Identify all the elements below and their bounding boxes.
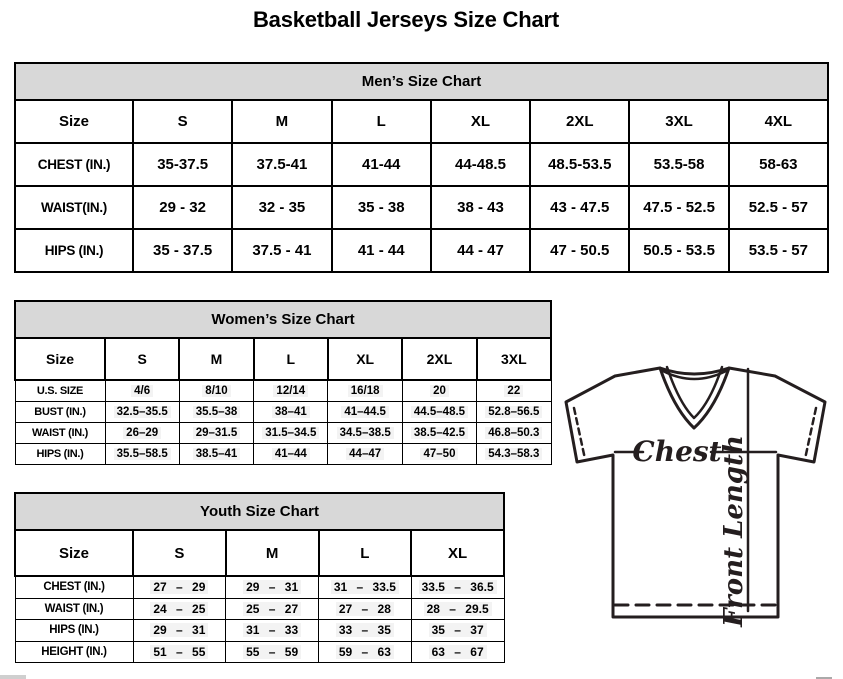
bottom-left-fragment [0, 675, 26, 679]
table-cell [232, 143, 331, 186]
cell-value: 58-63 [759, 156, 798, 173]
youth-size-table [14, 529, 505, 663]
cell-value: 47 - 50.5 [550, 242, 610, 259]
front-length-label: Front Length [719, 435, 749, 627]
table-cell [319, 641, 412, 663]
page-title: Basketball Jerseys Size Chart [252, 7, 560, 32]
table-cell [402, 380, 476, 402]
size-header-cell: M [179, 338, 253, 380]
table-row [15, 229, 828, 272]
size-column-header: Size [15, 338, 105, 380]
cell-value: 51 – 55 [150, 645, 208, 659]
cell-value: 46.8–50.3 [485, 427, 542, 439]
table-cell [133, 598, 226, 620]
cell-value: 34.5–38.5 [337, 427, 394, 439]
cell-value: 35 - 37.5 [153, 242, 213, 259]
cell-value: 31.5–34.5 [262, 427, 319, 439]
row-label: HIPS (IN.) [15, 229, 133, 272]
table-row [15, 186, 828, 229]
cell-value: 47–50 [420, 448, 458, 460]
table-cell [411, 620, 504, 642]
table-cell [411, 641, 504, 663]
cell-value: 44.5–48.5 [411, 406, 468, 418]
cell-value: 25 – 27 [243, 602, 301, 616]
womens-size-chart [14, 300, 552, 465]
table-cell [179, 423, 253, 444]
cell-value: 33 – 35 [336, 623, 394, 637]
size-header-cell: 2XL [402, 338, 476, 380]
table-cell [226, 641, 319, 663]
table-cell [319, 620, 412, 642]
cell-value: 32.5–35.5 [114, 406, 171, 418]
table-cell [431, 229, 530, 272]
table-row [15, 576, 504, 598]
cell-value: 35.5–58.5 [114, 448, 171, 460]
table-cell [105, 402, 179, 423]
cell-value: 48.5-53.5 [548, 156, 612, 173]
cell-value: 38.5–41 [193, 448, 241, 460]
table-cell [105, 380, 179, 402]
table-cell [133, 620, 226, 642]
cell-value: 4/6 [131, 385, 153, 397]
cell-value: 44 - 47 [457, 242, 504, 259]
table-cell [431, 186, 530, 229]
cell-value: 54.3–58.3 [485, 448, 542, 460]
table-cell [530, 186, 629, 229]
table-cell [133, 229, 232, 272]
table-cell [328, 423, 402, 444]
size-header-cell: 3XL [629, 100, 728, 143]
cell-value: 16/18 [348, 385, 383, 397]
table-cell [332, 143, 431, 186]
cell-value: 50.5 - 53.5 [643, 242, 715, 259]
size-header-cell: M [232, 100, 331, 143]
table-cell [328, 402, 402, 423]
jersey-diagram-icon [558, 361, 832, 629]
cell-value: 28 – 29.5 [424, 602, 492, 616]
table-cell [133, 186, 232, 229]
table-row [15, 423, 551, 444]
table-cell [332, 229, 431, 272]
row-label: HEIGHT (IN.) [15, 641, 133, 663]
table-cell [411, 576, 504, 598]
table-row [15, 402, 551, 423]
table-cell [530, 143, 629, 186]
row-label: WAIST (IN.) [15, 423, 105, 444]
size-header-cell: XL [431, 100, 530, 143]
size-header-cell: XL [411, 530, 504, 576]
table-cell [319, 576, 412, 598]
table-cell [179, 380, 253, 402]
table-cell [629, 229, 728, 272]
table-cell [431, 143, 530, 186]
chest-label: Chest [632, 435, 722, 468]
size-header-cell: 3XL [477, 338, 551, 380]
size-header-row [15, 530, 504, 576]
table-cell [477, 444, 551, 465]
cell-value: 52.8–56.5 [485, 406, 542, 418]
cell-value: 29 - 32 [159, 199, 206, 216]
size-column-header: Size [15, 100, 133, 143]
cell-value: 31 – 33.5 [331, 580, 399, 594]
table-cell [254, 380, 328, 402]
row-label: WAIST (IN.) [15, 598, 133, 620]
cell-value: 41-44 [362, 156, 401, 173]
cell-value: 53.5-58 [653, 156, 705, 173]
row-label: WAIST(IN.) [15, 186, 133, 229]
size-column-header: Size [15, 530, 133, 576]
size-header-row [15, 100, 828, 143]
table-cell [328, 444, 402, 465]
table-cell [226, 620, 319, 642]
table-row [15, 641, 504, 663]
table-row [15, 143, 828, 186]
table-cell [232, 186, 331, 229]
cell-value: 27 – 28 [336, 602, 394, 616]
table-row [15, 620, 504, 642]
row-label: U.S. SIZE [15, 380, 105, 402]
table-cell [105, 444, 179, 465]
size-header-cell: L [319, 530, 412, 576]
table-cell [226, 576, 319, 598]
table-cell [254, 423, 328, 444]
size-header-cell: XL [328, 338, 402, 380]
cell-value: 35-37.5 [157, 156, 209, 173]
cell-value: 12/14 [273, 385, 308, 397]
size-header-cell: S [105, 338, 179, 380]
row-label: CHEST (IN.) [15, 143, 133, 186]
cell-value: 38 - 43 [457, 199, 504, 216]
cell-value: 24 – 25 [150, 602, 208, 616]
mens-size-chart [14, 62, 829, 273]
cell-value: 29–31.5 [193, 427, 241, 439]
row-label: BUST (IN.) [15, 402, 105, 423]
size-header-cell: 2XL [530, 100, 629, 143]
table-cell [402, 423, 476, 444]
cell-value: 52.5 - 57 [748, 199, 808, 216]
table-cell [332, 186, 431, 229]
size-header-row [15, 338, 551, 380]
cell-value: 20 [430, 385, 449, 397]
cell-value: 26–29 [123, 427, 161, 439]
table-cell [629, 186, 728, 229]
womens-size-table [14, 337, 552, 465]
table-cell [477, 380, 551, 402]
table-row [15, 380, 551, 402]
size-header-cell: 4XL [729, 100, 828, 143]
table-cell [402, 444, 476, 465]
cell-value: 63 – 67 [429, 645, 487, 659]
size-header-cell: L [254, 338, 328, 380]
cell-value: 44-48.5 [455, 156, 506, 173]
cell-value: 37.5 - 41 [252, 242, 312, 259]
cell-value: 53.5 - 57 [748, 242, 808, 259]
youth-size-chart [14, 492, 505, 663]
table-cell [729, 186, 828, 229]
cell-value: 55 – 59 [243, 645, 301, 659]
table-cell [254, 444, 328, 465]
cell-value: 38.5–42.5 [411, 427, 468, 439]
cell-value: 8/10 [202, 385, 230, 397]
cell-value: 41–44 [272, 448, 310, 460]
cell-value: 33.5 – 36.5 [419, 580, 497, 594]
table-cell [319, 598, 412, 620]
cell-value: 37.5-41 [256, 156, 308, 173]
jersey-measurement-diagram [558, 361, 832, 629]
table-cell [411, 598, 504, 620]
size-header-cell: L [332, 100, 431, 143]
cell-value: 35 – 37 [429, 623, 487, 637]
cell-value: 38–41 [272, 406, 310, 418]
cell-value: 35 - 38 [357, 199, 405, 216]
cell-value: 41–44.5 [341, 406, 389, 418]
table-cell [133, 641, 226, 663]
cell-value: 35.5–38 [193, 406, 241, 418]
table-cell [729, 143, 828, 186]
cell-value: 44–47 [346, 448, 384, 460]
cell-value: 29 – 31 [150, 623, 208, 637]
table-cell [530, 229, 629, 272]
table-cell [105, 423, 179, 444]
table-cell [402, 402, 476, 423]
youth-chart-title: Youth Size Chart [14, 492, 505, 529]
cell-value: 47.5 - 52.5 [643, 199, 715, 216]
cell-value: 27 – 29 [150, 580, 208, 594]
table-cell [629, 143, 728, 186]
cell-value: 43 - 47.5 [550, 199, 610, 216]
table-cell [477, 423, 551, 444]
row-label: HIPS (IN.) [15, 620, 133, 642]
table-cell [477, 402, 551, 423]
table-cell [328, 380, 402, 402]
mens-chart-title: Men’s Size Chart [14, 62, 829, 99]
jersey-outline [566, 368, 825, 617]
table-cell [133, 576, 226, 598]
womens-chart-title: Women’s Size Chart [14, 300, 552, 337]
table-cell [179, 444, 253, 465]
cell-value: 31 – 33 [243, 623, 301, 637]
cell-value: 59 – 63 [336, 645, 394, 659]
row-label: CHEST (IN.) [15, 576, 133, 598]
table-row [15, 598, 504, 620]
table-cell [226, 598, 319, 620]
cell-value: 41 - 44 [357, 242, 405, 259]
row-label: HIPS (IN.) [15, 444, 105, 465]
size-header-cell: M [226, 530, 319, 576]
table-row [15, 444, 551, 465]
table-cell [133, 143, 232, 186]
table-cell [729, 229, 828, 272]
cell-value: 32 - 35 [258, 199, 306, 216]
table-cell [254, 402, 328, 423]
mens-size-table [14, 99, 829, 273]
size-header-cell: S [133, 100, 232, 143]
cell-value: 29 – 31 [243, 580, 301, 594]
table-cell [179, 402, 253, 423]
cell-value: 22 [504, 385, 523, 397]
table-cell [232, 229, 331, 272]
size-header-cell: S [133, 530, 226, 576]
